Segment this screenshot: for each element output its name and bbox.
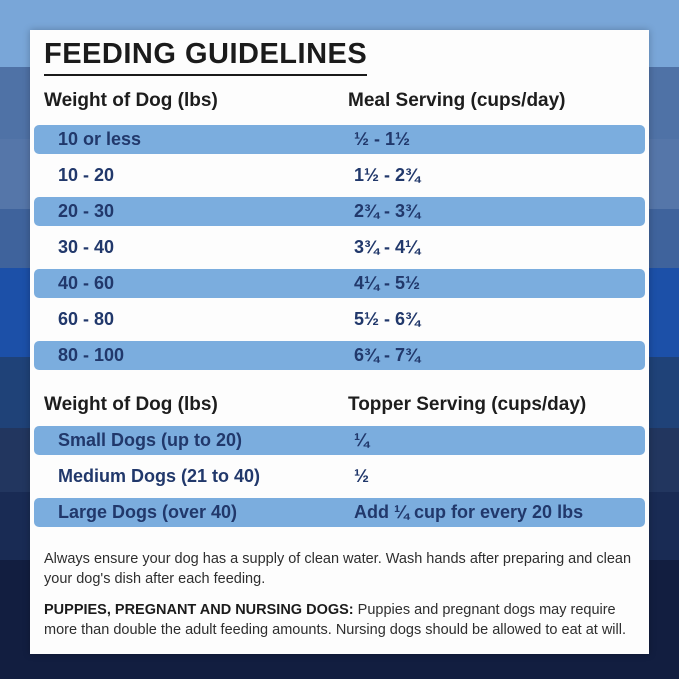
weight-cell: 80 - 100 [58,345,125,365]
table-row [34,161,645,190]
table-row [34,233,645,262]
footnotes [44,550,641,641]
feeding-guidelines-card [30,30,649,654]
meal-table [44,125,635,370]
table-row [34,341,645,370]
table-row [34,426,645,455]
page-title: FEEDING GUIDELINES [44,40,367,76]
serving-cell: 6¾ - 7¾ [354,345,421,365]
weight-cell: 30 - 40 [58,237,115,257]
weight-cell: 20 - 30 [58,201,115,221]
weight-cell: Small Dogs (up to 20) [58,430,243,450]
topper-table [44,426,635,527]
weight-cell: Large Dogs (over 40) [58,502,238,522]
topper-table-header-weight: Weight of Dog (lbs) [44,394,218,415]
meal-table-header-weight: Weight of Dog (lbs) [44,90,218,111]
topper-table-header [44,394,635,416]
weight-cell: 60 - 80 [58,309,115,329]
table-row [34,269,645,298]
weight-cell: 10 or less [58,129,142,149]
special-note [44,601,641,640]
serving-cell: ½ - 1½ [354,129,411,149]
special-note-text: Puppies and pregnant dogs may require more than double the adult feeding amounts. Nursing dogs should be allowed to eat at will. [44,602,626,639]
table-row [34,305,645,334]
topper-table-header-serving: Topper Serving (cups/day) [348,394,587,415]
serving-cell: Add ¼ cup for every 20 lbs [354,502,584,522]
serving-cell: 4¼ - 5½ [354,273,421,293]
serving-cell: 3¾ - 4¼ [354,237,421,257]
serving-cell: 5½ - 6¾ [354,309,421,329]
weight-cell: Medium Dogs (21 to 40) [58,466,261,486]
table-row [34,197,645,226]
table-row [34,498,645,527]
special-note-label: PUPPIES, PREGNANT AND NURSING DOGS: [44,602,354,619]
weight-cell: 10 - 20 [58,165,115,185]
serving-cell: 1½ - 2¾ [354,165,421,185]
meal-table-header [44,90,635,112]
serving-cell: ¼ [354,430,370,450]
serving-cell: ½ [354,466,370,486]
serving-cell: 2¾ - 3¾ [354,201,421,221]
table-row [34,462,645,491]
water-note: Always ensure your dog has a supply of clean water. Wash hands after preparing and clean your dog's dish after each feeding. [44,551,632,587]
meal-table-header-serving: Meal Serving (cups/day) [348,90,566,111]
table-row [34,125,645,154]
weight-cell: 40 - 60 [58,273,115,293]
